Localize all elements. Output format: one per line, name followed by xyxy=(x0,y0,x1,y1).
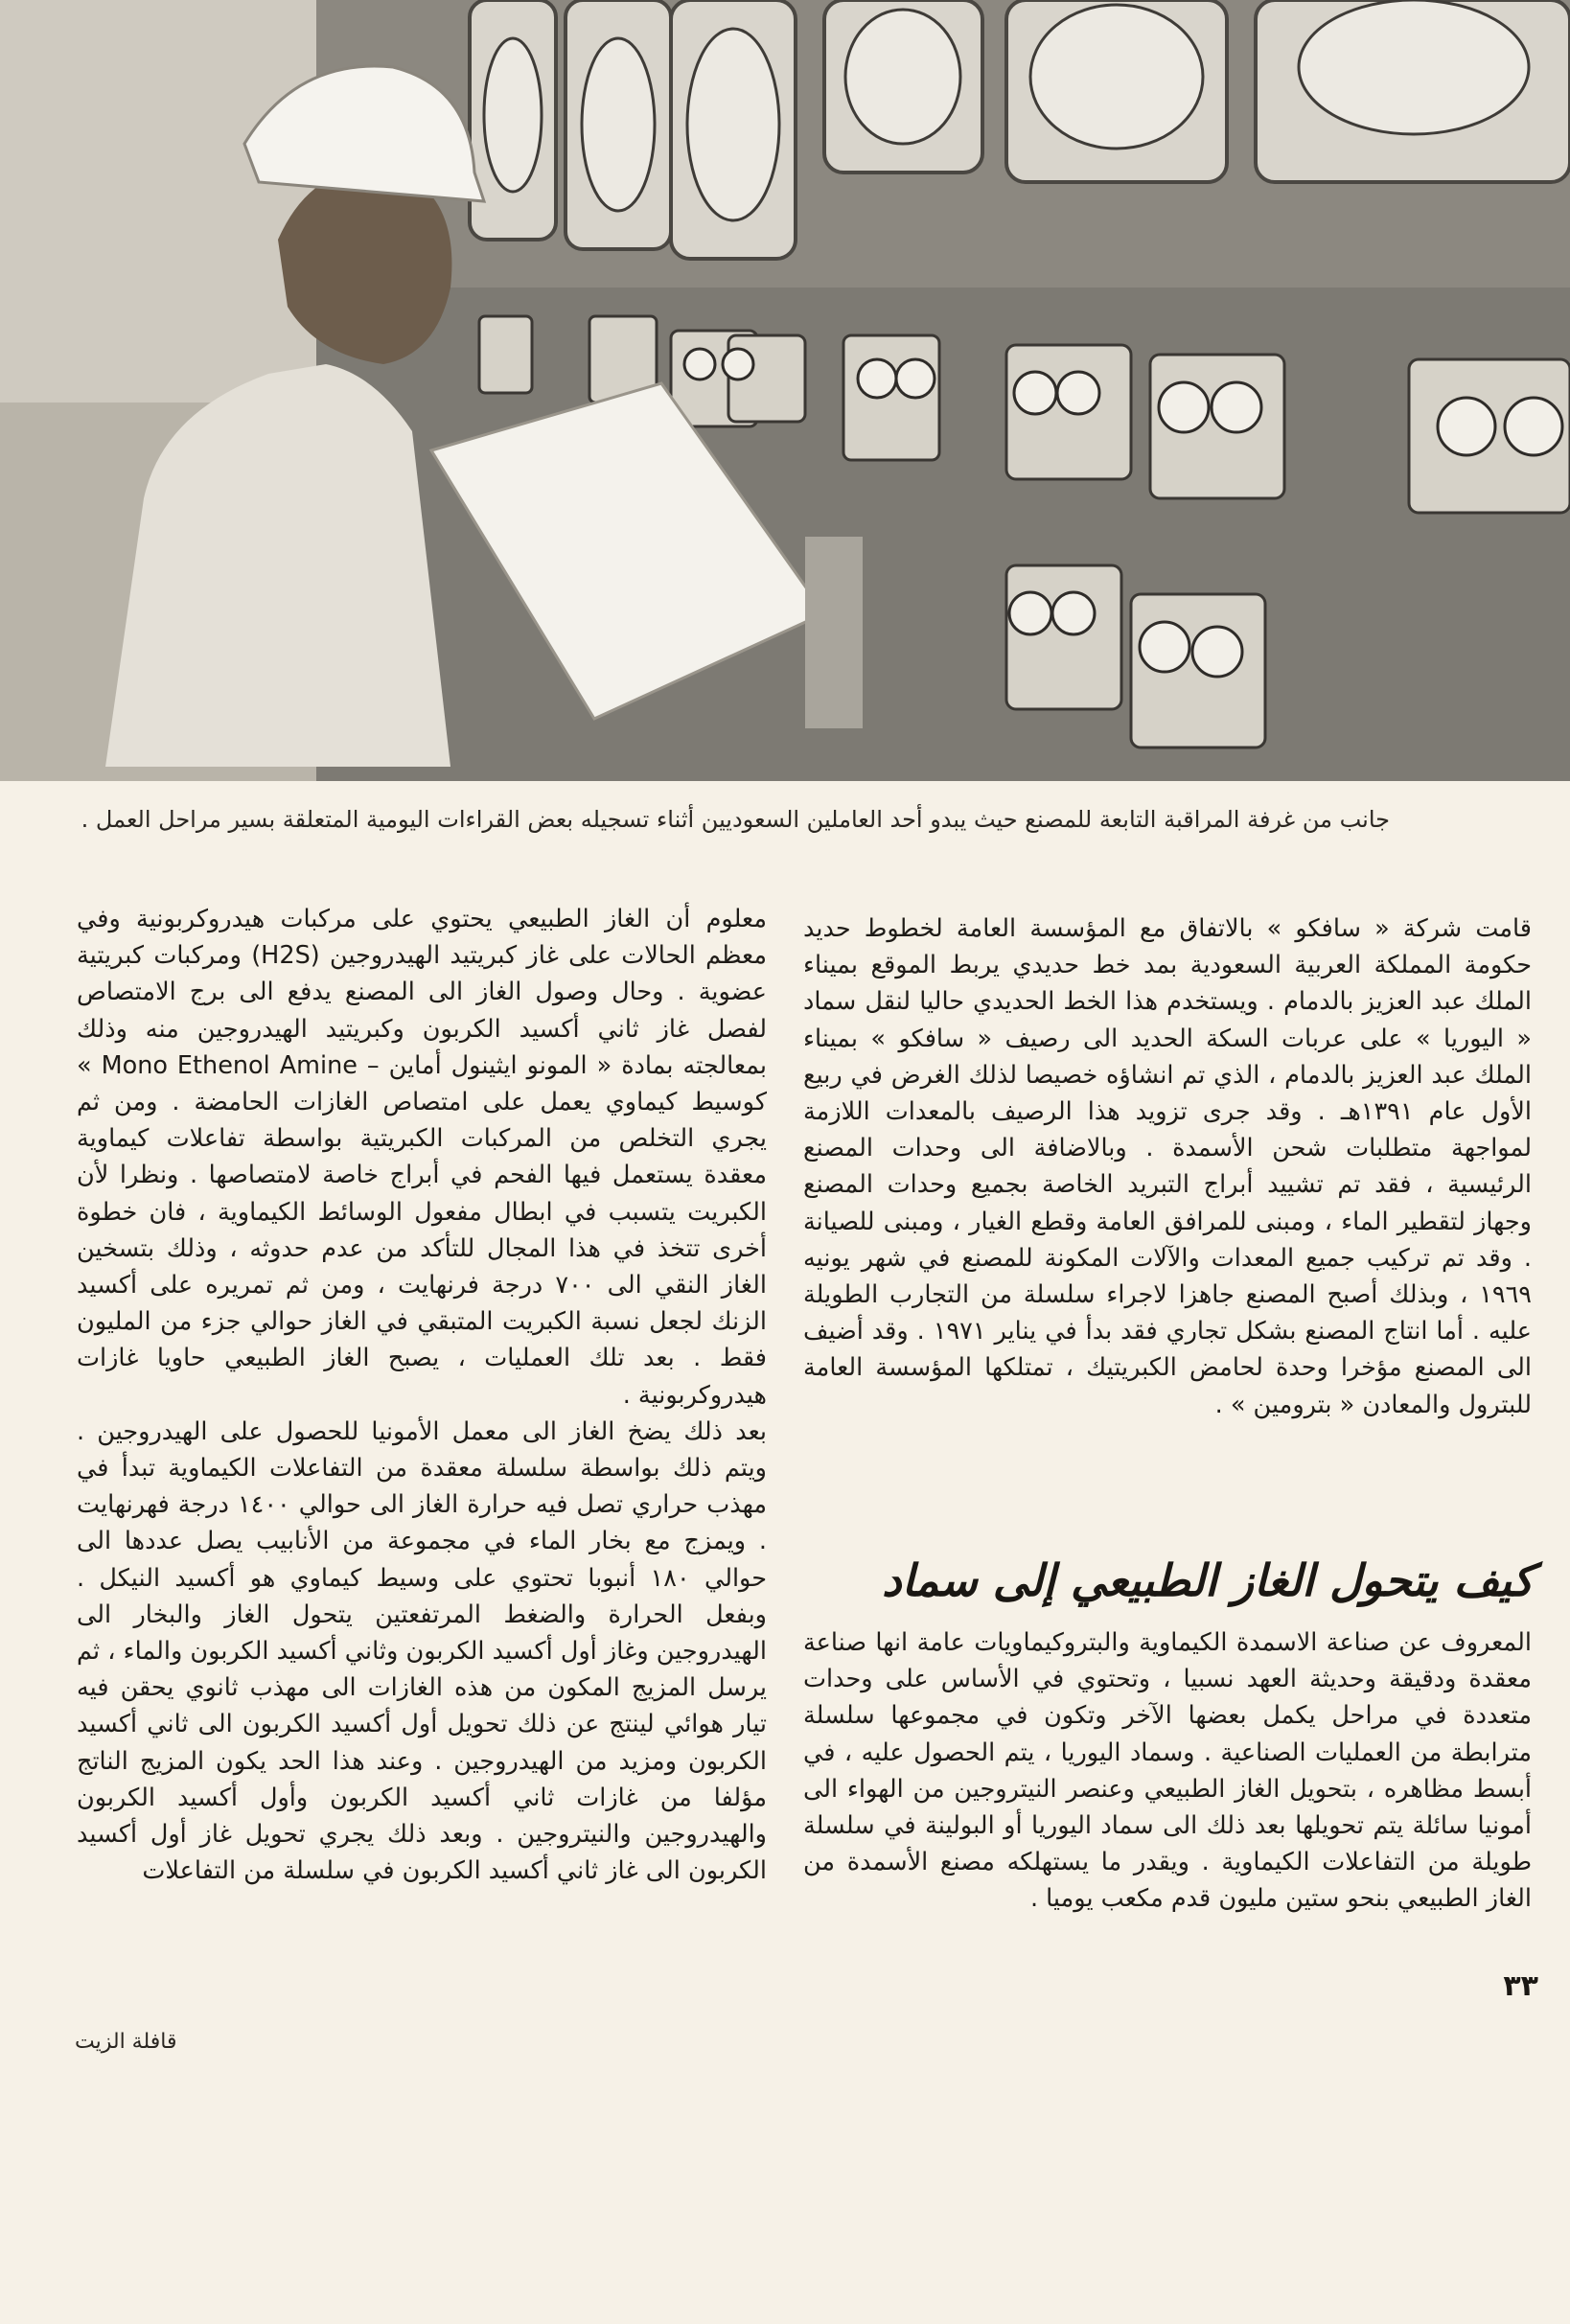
right-column-bottom xyxy=(803,1624,1532,1950)
right-paragraph-1: قامت شركة « سافكو » بالاتفاق مع المؤسسة العامة لخطوط حديد حكومة المملكة العربية السعودية بمد خط حديدي يربط الموقع بميناء الملك عبد العزيز بالدمام . ويستخدم هذا الخط الحديدي حاليا لنقل سماد « اليوريا » على عربات السكة الحديد الى رصيف « سافكو » بميناء الملك عبد العزيز بالدمام ، الذي تم انشاؤه خصيصا لذلك الغرض في ربيع الأول عام ١٣٩١هـ . وقد جرى تزويد هذا الرصيف بالمعدات اللازمة لمواجهة متطلبات شحن الأسمدة . وبالاضافة الى وحدات المصنع الرئيسية ، فقد تم تشييد أبراج التبريد الخاصة بجميع وحدات المصنع وجهاز لتقطير الماء ، ومبنى للمرافق العامة وقطع الغيار ، ومبنى للصيانة . وقد تم تركيب جميع المعدات والآلات المكونة للمصنع في شهر يونيه ١٩٦٩ ، وبذلك أصبح المصنع جاهزا لاجراء سلسلة من التجارب الطويلة عليه . أما انتاج المصنع بشكل تجاري فقد بدأ في يناير ١٩٧١ . وقد أضيف الى المصنع مؤخرا وحدة لحامض الكبريتيك ، تمتلكها المؤسسة العامة للبترول والمعادن « بترومين » . xyxy=(803,914,1533,1419)
control-room-photo xyxy=(0,0,1570,781)
left-column xyxy=(77,901,767,2324)
left-paragraph-2: بعد ذلك يضخ الغاز الى معمل الأمونيا للحصول على الهيدروجين . ويتم ذلك بواسطة سلسلة معقدة من التفاعلات الكيماوية تبدأ في مهذب حراري تصل فيه حرارة الغاز الى حوالي ١٤٠٠ درجة فهرنهايت . ويمزج مع بخار الماء في مجموعة من الأنابيب يصل عددها الى حوالي ١٨٠ أنبوبا تحتوي على وسيط كيماوي هو أكسيد النيكل . وبفعل الحرارة والضغط المرتفعتين يتحول الغاز والبخار الى الهيدروجين وغاز أول أكسيد الكربون وثاني أكسيد الكربون والماء ، ثم يرسل المزيج المكون من هذه الغازات الى مهذب ثانوي يحقن فيه تيار هوائي لينتج عن ذلك تحويل أول أكسيد الكربون الى ثاني أكسيد الكربون ومزيد من الهيدروجين . وعند هذا الحد يكون المزيج الناتج مؤلفا من غازات ثاني أكسيد الكربون وأول أكسيد الكربون والهيدروجين والنيتروجين . وبعد ذلك يجري تحويل غاز أول أكسيد الكربون الى غاز ثاني أكسيد الكربون في سلسلة من التفاعلات xyxy=(77,1416,768,1886)
right-paragraph-2: المعروف عن صناعة الاسمدة الكيماوية والبتروكيماويات عامة انها صناعة معقدة ودقيقة وحديثة العهد نسبيا ، وتحتوي في الأساس على وحدات متعددة في مراحل يكمل بعضها الآخر وتكون في مجموعها سلسلة مترابطة من العمليات الصناعية . وسماد اليوريا ، يتم الحصول عليه ، في أبسط مظاهره ، بتحويل الغاز الطبيعي وعنصر النيتروجين من الهواء الى أمونيا سائلة يتم تحويلها بعد ذلك الى سماد اليوريا أو البولينة في سلسلة طويلة من التفاعلات الكيماوية . ويقدر ما يستهلكه مصنع الأسمدة من الغاز الطبيعي بنحو ستين مليون قدم مكعب يوميا . xyxy=(803,1628,1532,1914)
section-heading: كيف يتحول الغاز الطبيعي إلى سماد xyxy=(882,1554,1534,1606)
photo-caption: جانب من غرفة المراقبة التابعة للمصنع حيث يبدو أحد العاملين السعوديين أثناء تسجيله بعض القراءات اليومية المتعلقة بسير مراحل العمل . xyxy=(81,806,1390,833)
page-number: ٣٣ xyxy=(1503,1969,1538,2003)
photo-illustration xyxy=(0,0,1570,781)
right-column-top xyxy=(803,910,1533,1419)
left-paragraph-1: معلوم أن الغاز الطبيعي يحتوي على مركبات هيدروكربونية وفي معظم الحالات على غاز كبريتيد الهيدروجين (H2S) ومركبات كبريتية عضوية . وحال وصول الغاز الى المصنع يدفع الى برج الامتصاص لفصل غاز ثاني أكسيد الكربون وكبريتيد الهيدروجين منه وذلك بمعالجته بمادة « المونو ايثينول أماين – Mono Ethenol Amine » كوسيط كيماوي يعمل على امتصاص الغازات الحامضة . ومن ثم يجري التخلص من المركبات الكبريتية بواسطة تفاعلات كيماوية معقدة يستعمل فيها الفحم في أبراج خاصة لامتصاصها . ونظرا لأن الكبريت يتسبب في ابطال مفعول الوسائط الكيماوية ، فان خطوة أخرى تتخذ في هذا المجال للتأكد من عدم حدوثه ، وذلك بتسخين الغاز النقي الى ٧٠٠ درجة فرنهايت ، ومن ثم تمريره على أكسيد الزنك لجعل نسبة الكبريت المتبقي في الغاز حوالي جزء من المليون فقط . بعد تلك العمليات ، يصبح الغاز الطبيعي حاويا غازات هيدروكربونية . xyxy=(77,905,768,1410)
magazine-name: قافلة الزيت xyxy=(75,2030,177,2054)
